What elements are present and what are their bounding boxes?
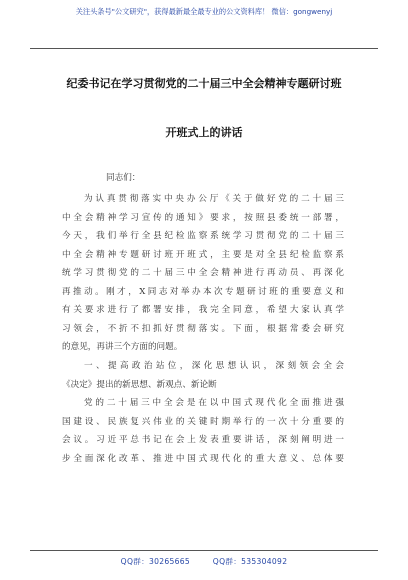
salutation: 同志们： [106, 173, 141, 183]
text-line: 统学习贯彻党的二十届三中全会精神进行再动员、再深化 [62, 268, 344, 278]
paragraph-1 [62, 190, 344, 357]
header-rule [30, 48, 378, 49]
text-line: 中全会精神专题研讨班开班式，主要是对全县纪检监察系 [62, 249, 344, 260]
footer-qq-group-1: QQ群：30265665 [120, 557, 191, 566]
header-banner: 关注头条号"公文研究"，获得最新最全最专业的公文资料库！ 微信：gongwenyj [75, 7, 333, 16]
paragraph-2 [62, 394, 344, 468]
text-line: 有关要求进行了都署安排，我完全同意，希望大家认真学 [62, 305, 344, 315]
text-line: 《决定》提出的新思想、新观点、新论断 [62, 379, 217, 390]
document-title-line1: 纪委书记在学习贯彻党的二十届三中全会精神专题研讨班 [66, 77, 342, 90]
text-line: 为认真贯彻落实中央办公厅《关于做好党的二十届三 [84, 194, 344, 204]
footer-qq-group-2: QQ群：535304092 [212, 557, 288, 566]
text-line: 习领会，不折不扣抓好贯彻落实。下面，根据常委会研究 [62, 323, 344, 334]
text-line: 会议。习近平总书记在会上发表重要讲话，深刻阐明进一 [62, 435, 344, 445]
text-line: 中全会精神学习宣传的通知》要求，按照县委统一部署， [62, 212, 344, 223]
footer-rule [30, 550, 378, 551]
footer [0, 556, 408, 567]
text-line: 一、提高政治站位，深化思想认识，深刻领会全会 [84, 361, 344, 371]
section-heading-1 [62, 357, 344, 394]
text-line: 国建设、民族复兴伟业的关键时期举行的一次十分重要的 [62, 416, 344, 427]
text-line: 步全面深化改革、推进中国式现代化的重大意义、总体要 [62, 453, 344, 464]
text-line: 再推动。刚才，X同志对举办本次专题研讨班的重要意义和 [62, 286, 344, 297]
text-line: 的意见，再讲三个方面的问题。 [62, 342, 183, 352]
document-title-line2: 开班式上的讲话 [165, 126, 243, 139]
text-line: 党的二十届三中全会是在以中国式现代化全面推进强 [84, 398, 344, 408]
text-line: 今天，我们举行全县纪检监察系统学习贯彻党的二十届三 [62, 231, 344, 241]
